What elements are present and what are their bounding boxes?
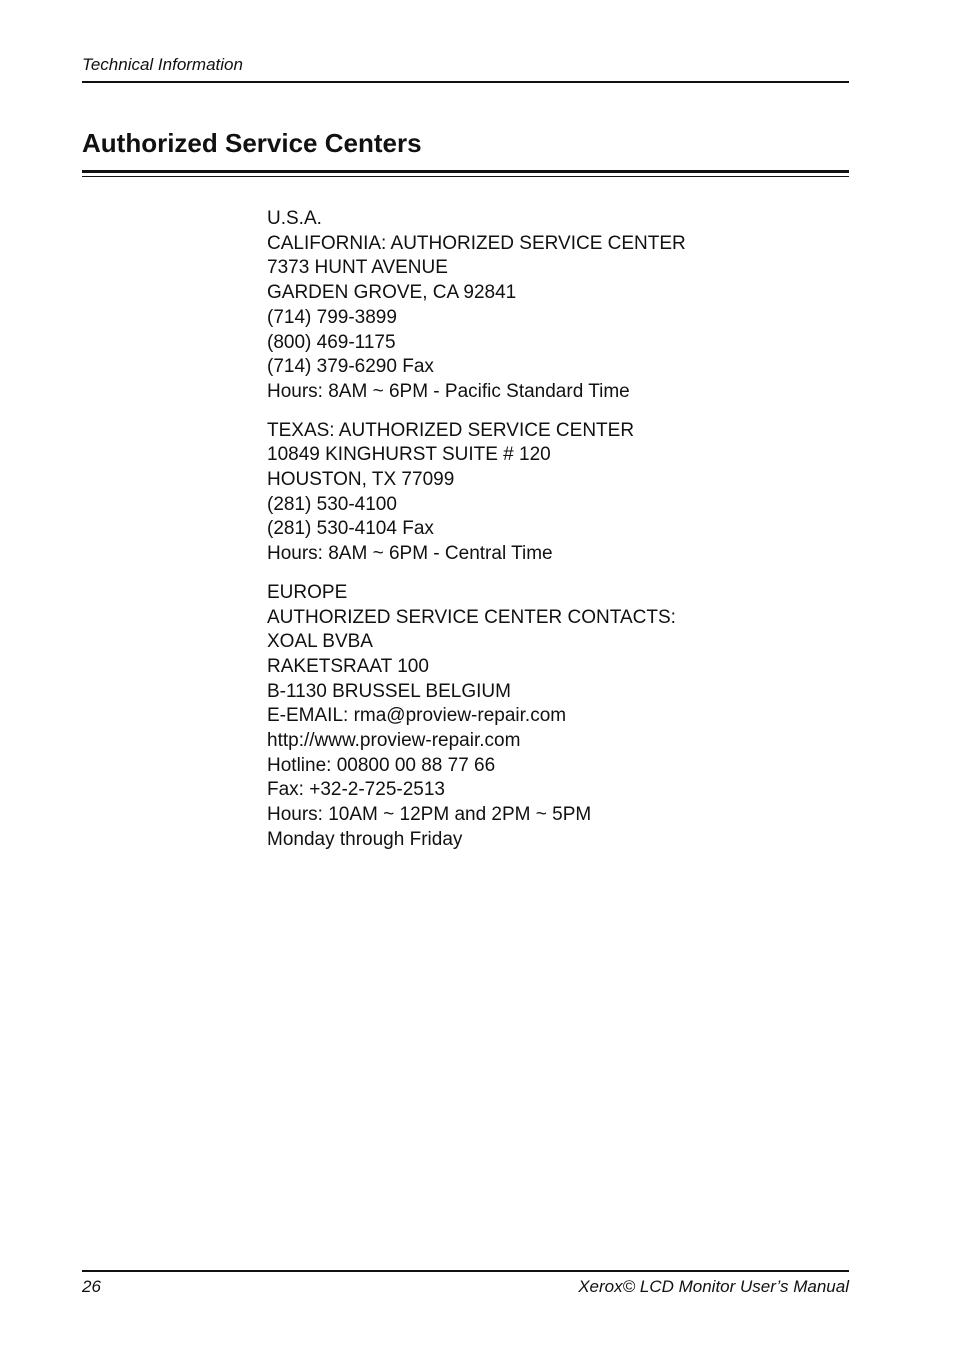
hotline-line: Hotline: 00800 00 88 77 66 xyxy=(267,754,496,776)
phone-line: (714) 799-3899 xyxy=(267,306,397,328)
page-number: 26 xyxy=(82,1277,101,1296)
title-rule-thin xyxy=(82,176,849,177)
address-line: XOAL BVBA xyxy=(267,631,373,653)
fax-line: (281) 530-4104 Fax xyxy=(267,518,434,540)
header-rule xyxy=(82,81,849,83)
footer-manual-title: Xerox© LCD Monitor User’s Manual xyxy=(578,1277,849,1296)
address-line: U.S.A. xyxy=(267,208,322,229)
address-line: AUTHORIZED SERVICE CENTER CONTACTS: xyxy=(267,606,676,628)
address-line: TEXAS: AUTHORIZED SERVICE CENTER xyxy=(267,419,635,441)
address-line: HOUSTON, TX 77099 xyxy=(267,469,455,491)
service-center-list xyxy=(267,207,847,867)
fax-line: Fax: +32-2-725-2513 xyxy=(267,779,445,801)
address-line: GARDEN GROVE, CA 92841 xyxy=(267,282,517,304)
title-rule-thick xyxy=(82,170,849,173)
texas-block xyxy=(267,419,847,567)
hours-line: Hours: 8AM ~ 6PM - Central Time xyxy=(267,543,553,565)
email-line: E-EMAIL: rma@proview-repair.com xyxy=(267,705,567,727)
address-line: CALIFORNIA: AUTHORIZED SERVICE CENTER xyxy=(267,232,686,254)
page-title: Authorized Service Centers xyxy=(82,128,422,158)
footer-rule xyxy=(82,1270,849,1272)
hours-line: Hours: 8AM ~ 6PM - Pacific Standard Time xyxy=(267,380,630,402)
website-line: http://www.proview-repair.com xyxy=(267,730,521,752)
address-line: 7373 HUNT AVENUE xyxy=(267,257,448,279)
running-header: Technical Information xyxy=(82,55,243,74)
address-line: 10849 KINGHURST SUITE # 120 xyxy=(267,444,551,466)
phone-line: (281) 530-4100 xyxy=(267,493,397,515)
hours-line: Hours: 10AM ~ 12PM and 2PM ~ 5PM xyxy=(267,804,592,826)
fax-line: (714) 379-6290 Fax xyxy=(267,356,434,378)
address-line: B-1130 BRUSSEL BELGIUM xyxy=(267,680,511,702)
address-line: RAKETSRAAT 100 xyxy=(267,655,429,677)
usa-california-block xyxy=(267,207,847,405)
address-line: EUROPE xyxy=(267,581,348,603)
phone-line: (800) 469-1175 xyxy=(267,331,396,353)
europe-block xyxy=(267,581,847,853)
days-line: Monday through Friday xyxy=(267,828,463,850)
